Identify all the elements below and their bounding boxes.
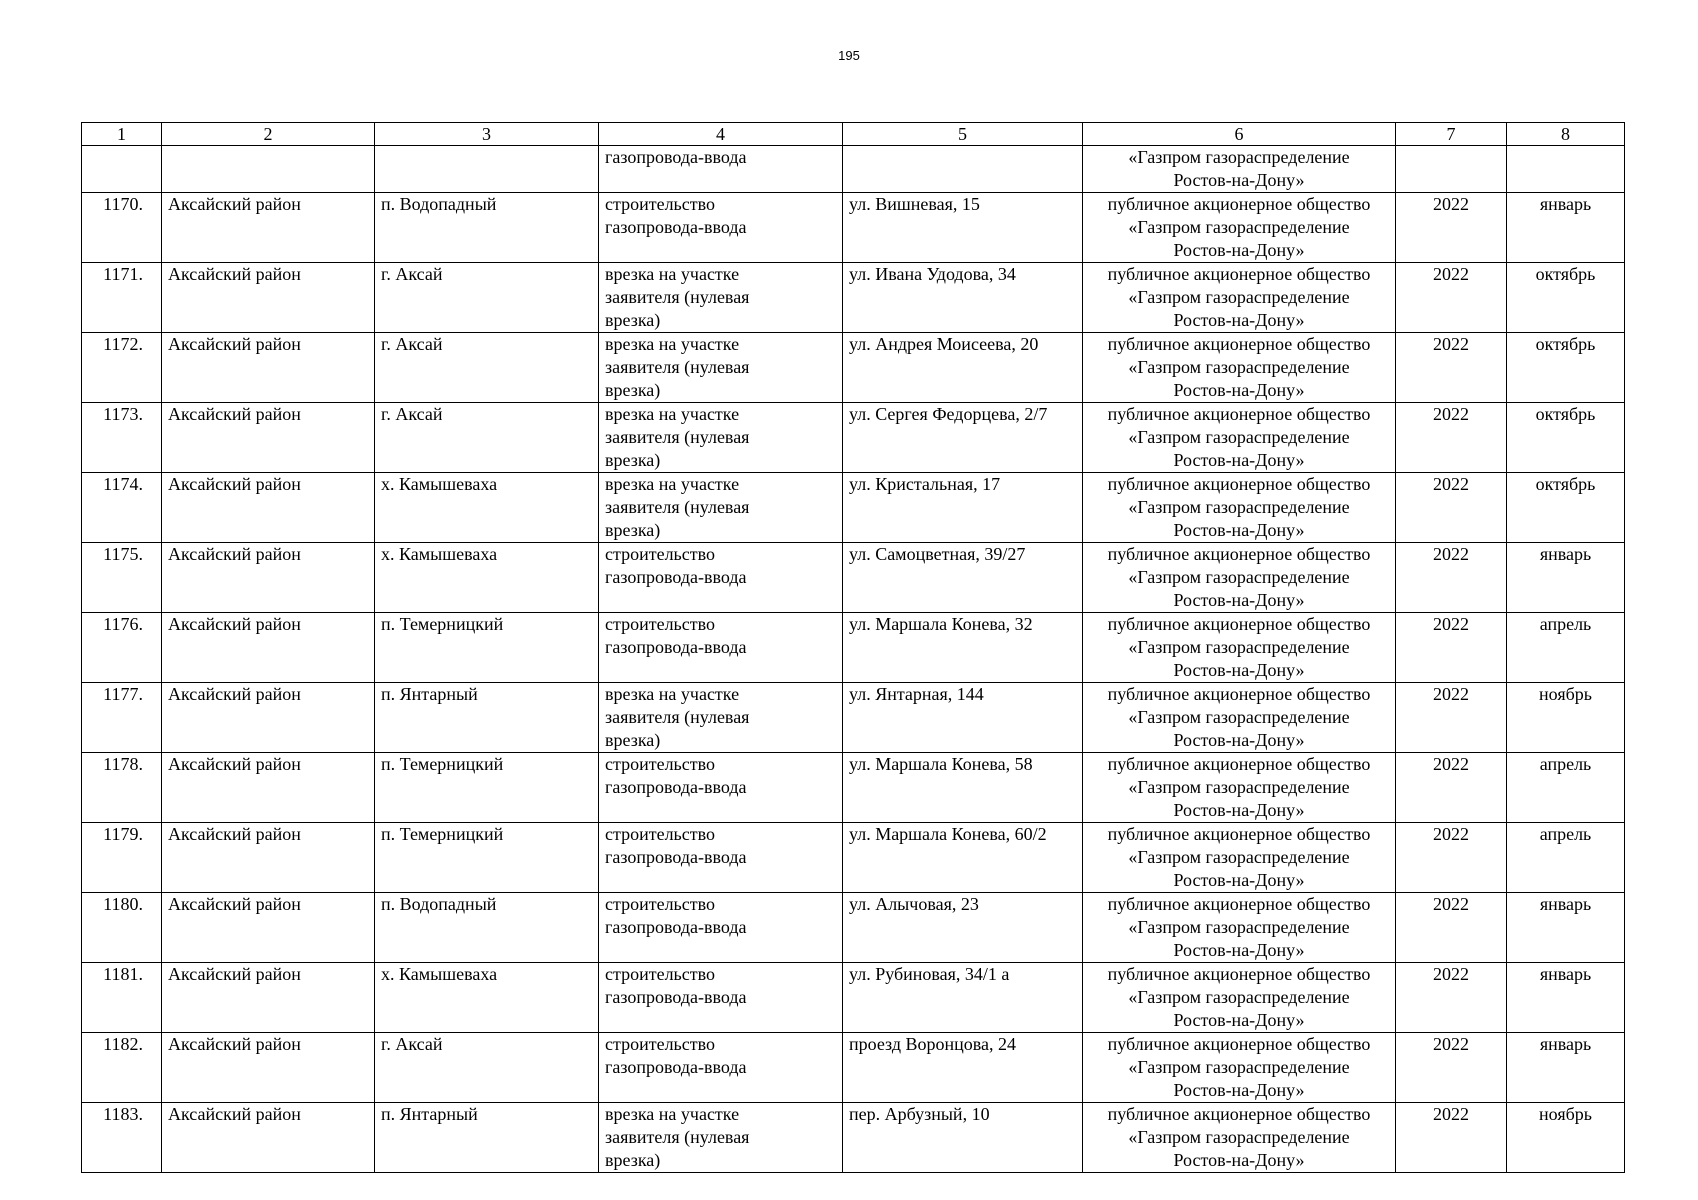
cell-work: строительство газопровода-ввода bbox=[599, 193, 843, 263]
cell-address: ул. Рубиновая, 34/1 а bbox=[843, 963, 1083, 1033]
cell-settlement: п. Темерницкий bbox=[375, 823, 599, 893]
cell-year: 2022 bbox=[1396, 823, 1507, 893]
cell-settlement: п. Янтарный bbox=[375, 1103, 599, 1173]
cell-year: 2022 bbox=[1396, 1033, 1507, 1103]
cell-month: апрель bbox=[1507, 823, 1625, 893]
cell-work: врезка на участке заявителя (нулевая врезка) bbox=[599, 263, 843, 333]
cell-settlement: г. Аксай bbox=[375, 1033, 599, 1103]
cell-year: 2022 bbox=[1396, 893, 1507, 963]
cell-address: ул. Андрея Моисеева, 20 bbox=[843, 333, 1083, 403]
cell-num: 1179. bbox=[82, 823, 162, 893]
cell-settlement: п. Водопадный bbox=[375, 893, 599, 963]
cell-month: ноябрь bbox=[1507, 683, 1625, 753]
table-row bbox=[82, 963, 1625, 1033]
cell-settlement bbox=[375, 146, 599, 193]
table-row bbox=[82, 403, 1625, 473]
table-row bbox=[82, 1033, 1625, 1103]
table-row bbox=[82, 333, 1625, 403]
cell-organization: публичное акционерное общество «Газпром газораспределение Ростов-на-Дону» bbox=[1083, 473, 1396, 543]
cell-organization: публичное акционерное общество «Газпром газораспределение Ростов-на-Дону» bbox=[1083, 683, 1396, 753]
cell-settlement: п. Темерницкий bbox=[375, 613, 599, 683]
cell-district: Аксайский район bbox=[162, 823, 375, 893]
column-header: 8 bbox=[1507, 123, 1625, 146]
cell-work: газопровода-ввода bbox=[599, 146, 843, 193]
cell-month: октябрь bbox=[1507, 333, 1625, 403]
cell-work: врезка на участке заявителя (нулевая врезка) bbox=[599, 473, 843, 543]
cell-settlement: п. Водопадный bbox=[375, 193, 599, 263]
column-header: 3 bbox=[375, 123, 599, 146]
cell-district: Аксайский район bbox=[162, 753, 375, 823]
cell-year: 2022 bbox=[1396, 753, 1507, 823]
cell-num bbox=[82, 146, 162, 193]
cell-settlement: х. Камышеваха bbox=[375, 963, 599, 1033]
page-number: 195 bbox=[838, 48, 860, 63]
cell-district: Аксайский район bbox=[162, 543, 375, 613]
column-header: 2 bbox=[162, 123, 375, 146]
cell-num: 1177. bbox=[82, 683, 162, 753]
cell-organization: публичное акционерное общество «Газпром газораспределение Ростов-на-Дону» bbox=[1083, 333, 1396, 403]
cell-year: 2022 bbox=[1396, 473, 1507, 543]
cell-settlement: г. Аксай bbox=[375, 333, 599, 403]
cell-organization: публичное акционерное общество «Газпром газораспределение Ростов-на-Дону» bbox=[1083, 1033, 1396, 1103]
cell-month: январь bbox=[1507, 543, 1625, 613]
cell-district: Аксайский район bbox=[162, 1033, 375, 1103]
cell-work: врезка на участке заявителя (нулевая врезка) bbox=[599, 683, 843, 753]
cell-year: 2022 bbox=[1396, 683, 1507, 753]
cell-settlement: п. Янтарный bbox=[375, 683, 599, 753]
cell-address: ул. Кристальная, 17 bbox=[843, 473, 1083, 543]
cell-organization: публичное акционерное общество «Газпром газораспределение Ростов-на-Дону» bbox=[1083, 1103, 1396, 1173]
cell-settlement: п. Темерницкий bbox=[375, 753, 599, 823]
cell-num: 1175. bbox=[82, 543, 162, 613]
continuation-row bbox=[82, 146, 1625, 193]
cell-month: январь bbox=[1507, 963, 1625, 1033]
cell-num: 1183. bbox=[82, 1103, 162, 1173]
cell-work: строительство газопровода-ввода bbox=[599, 893, 843, 963]
cell-district: Аксайский район bbox=[162, 193, 375, 263]
cell-address: ул. Самоцветная, 39/27 bbox=[843, 543, 1083, 613]
cell-work: строительство газопровода-ввода bbox=[599, 1033, 843, 1103]
cell-year: 2022 bbox=[1396, 193, 1507, 263]
cell-address: ул. Маршала Конева, 32 bbox=[843, 613, 1083, 683]
cell-month: апрель bbox=[1507, 613, 1625, 683]
cell-settlement: х. Камышеваха bbox=[375, 473, 599, 543]
column-header: 6 bbox=[1083, 123, 1396, 146]
table-row bbox=[82, 263, 1625, 333]
cell-organization: публичное акционерное общество «Газпром газораспределение Ростов-на-Дону» bbox=[1083, 613, 1396, 683]
column-header: 7 bbox=[1396, 123, 1507, 146]
cell-work: строительство газопровода-ввода bbox=[599, 543, 843, 613]
cell-work: строительство газопровода-ввода bbox=[599, 963, 843, 1033]
cell-num: 1171. bbox=[82, 263, 162, 333]
cell-address: проезд Воронцова, 24 bbox=[843, 1033, 1083, 1103]
column-header: 4 bbox=[599, 123, 843, 146]
cell-district: Аксайский район bbox=[162, 473, 375, 543]
cell-organization: публичное акционерное общество «Газпром газораспределение Ростов-на-Дону» bbox=[1083, 893, 1396, 963]
cell-district: Аксайский район bbox=[162, 683, 375, 753]
cell-district: Аксайский район bbox=[162, 333, 375, 403]
cell-organization: «Газпром газораспределение Ростов-на-Дону» bbox=[1083, 146, 1396, 193]
cell-month: январь bbox=[1507, 1033, 1625, 1103]
cell-year: 2022 bbox=[1396, 263, 1507, 333]
cell-address: пер. Арбузный, 10 bbox=[843, 1103, 1083, 1173]
cell-month: октябрь bbox=[1507, 263, 1625, 333]
cell-work: строительство газопровода-ввода bbox=[599, 613, 843, 683]
cell-address: ул. Сергея Федорцева, 2/7 bbox=[843, 403, 1083, 473]
cell-work: врезка на участке заявителя (нулевая врезка) bbox=[599, 333, 843, 403]
cell-year: 2022 bbox=[1396, 543, 1507, 613]
cell-settlement: х. Камышеваха bbox=[375, 543, 599, 613]
cell-num: 1180. bbox=[82, 893, 162, 963]
cell-year: 2022 bbox=[1396, 403, 1507, 473]
table-row bbox=[82, 613, 1625, 683]
cell-settlement: г. Аксай bbox=[375, 403, 599, 473]
cell-year: 2022 bbox=[1396, 613, 1507, 683]
cell-month: январь bbox=[1507, 193, 1625, 263]
cell-address: ул. Маршала Конева, 58 bbox=[843, 753, 1083, 823]
cell-organization: публичное акционерное общество «Газпром газораспределение Ростов-на-Дону» bbox=[1083, 193, 1396, 263]
cell-num: 1170. bbox=[82, 193, 162, 263]
cell-year bbox=[1396, 146, 1507, 193]
cell-num: 1176. bbox=[82, 613, 162, 683]
cell-year: 2022 bbox=[1396, 963, 1507, 1033]
cell-district: Аксайский район bbox=[162, 963, 375, 1033]
cell-num: 1182. bbox=[82, 1033, 162, 1103]
cell-address: ул. Вишневая, 15 bbox=[843, 193, 1083, 263]
table-row bbox=[82, 1103, 1625, 1173]
cell-work: врезка на участке заявителя (нулевая врезка) bbox=[599, 1103, 843, 1173]
cell-organization: публичное акционерное общество «Газпром газораспределение Ростов-на-Дону» bbox=[1083, 963, 1396, 1033]
table-body bbox=[82, 123, 1625, 1173]
cell-month: январь bbox=[1507, 893, 1625, 963]
cell-address: ул. Ивана Удодова, 34 bbox=[843, 263, 1083, 333]
table-row bbox=[82, 473, 1625, 543]
header-row bbox=[82, 123, 1625, 146]
cell-month: октябрь bbox=[1507, 473, 1625, 543]
cell-district: Аксайский район bbox=[162, 1103, 375, 1173]
table-row bbox=[82, 893, 1625, 963]
cell-month: октябрь bbox=[1507, 403, 1625, 473]
cell-organization: публичное акционерное общество «Газпром газораспределение Ростов-на-Дону» bbox=[1083, 403, 1396, 473]
cell-organization: публичное акционерное общество «Газпром газораспределение Ростов-на-Дону» bbox=[1083, 753, 1396, 823]
column-header: 5 bbox=[843, 123, 1083, 146]
cell-month: апрель bbox=[1507, 753, 1625, 823]
cell-address: ул. Янтарная, 144 bbox=[843, 683, 1083, 753]
table-row bbox=[82, 543, 1625, 613]
table-row bbox=[82, 823, 1625, 893]
cell-district: Аксайский район bbox=[162, 613, 375, 683]
cell-num: 1181. bbox=[82, 963, 162, 1033]
table-row bbox=[82, 753, 1625, 823]
cell-num: 1173. bbox=[82, 403, 162, 473]
cell-work: строительство газопровода-ввода bbox=[599, 753, 843, 823]
gasification-table bbox=[81, 122, 1625, 1173]
cell-month: ноябрь bbox=[1507, 1103, 1625, 1173]
cell-address: ул. Алычовая, 23 bbox=[843, 893, 1083, 963]
cell-settlement: г. Аксай bbox=[375, 263, 599, 333]
cell-organization: публичное акционерное общество «Газпром газораспределение Ростов-на-Дону» bbox=[1083, 263, 1396, 333]
cell-address bbox=[843, 146, 1083, 193]
cell-work: врезка на участке заявителя (нулевая врезка) bbox=[599, 403, 843, 473]
table-row bbox=[82, 683, 1625, 753]
cell-year: 2022 bbox=[1396, 1103, 1507, 1173]
cell-month bbox=[1507, 146, 1625, 193]
cell-district bbox=[162, 146, 375, 193]
cell-num: 1178. bbox=[82, 753, 162, 823]
cell-year: 2022 bbox=[1396, 333, 1507, 403]
cell-organization: публичное акционерное общество «Газпром газораспределение Ростов-на-Дону» bbox=[1083, 823, 1396, 893]
cell-district: Аксайский район bbox=[162, 893, 375, 963]
cell-organization: публичное акционерное общество «Газпром газораспределение Ростов-на-Дону» bbox=[1083, 543, 1396, 613]
table-row bbox=[82, 193, 1625, 263]
cell-address: ул. Маршала Конева, 60/2 bbox=[843, 823, 1083, 893]
cell-num: 1172. bbox=[82, 333, 162, 403]
column-header: 1 bbox=[82, 123, 162, 146]
cell-work: строительство газопровода-ввода bbox=[599, 823, 843, 893]
cell-num: 1174. bbox=[82, 473, 162, 543]
cell-district: Аксайский район bbox=[162, 403, 375, 473]
cell-district: Аксайский район bbox=[162, 263, 375, 333]
